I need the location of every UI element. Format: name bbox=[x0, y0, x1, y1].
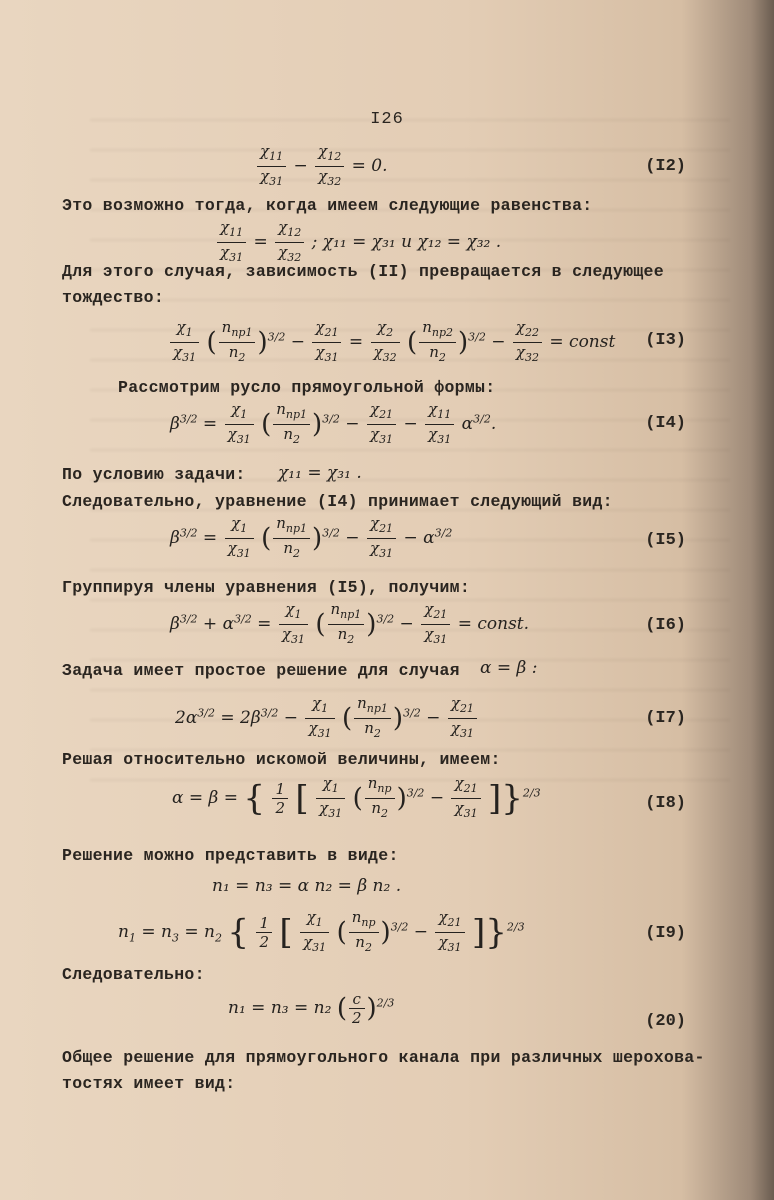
equation-16: $\beta^{3/2} + \alpha^{3/2}$ = $\frac{\chi_1}{\chi_{31}}$ ( $\frac{n_{np1}}{n_2}$ )$^{3/2}$ − $\frac{\chi_{21}}{\chi_{31}}$ = const. bbox=[170, 600, 529, 649]
text-line-8: Задача имеет простое решение для случая bbox=[62, 661, 460, 680]
text-line-13: тостях имеет вид: bbox=[62, 1074, 236, 1093]
equation-equalities-tail: ; χ₁₁ = χ₃₁ и χ₁₂ = χ₃₂ . bbox=[311, 232, 502, 252]
equation-17: $2\alpha^{3/2} = 2\beta^{3/2}$ − $\frac{\chi_1}{\chi_{31}}$ ( $\frac{n_{np1}}{n_2}$ )$^{3/2}$ − $\frac{\chi_{21}}{\chi_{31}}$ bbox=[175, 694, 479, 743]
equation-number-19: (I9) bbox=[645, 924, 686, 943]
equation-number-14: (I4) bbox=[645, 414, 686, 433]
equation-number-17: (I7) bbox=[645, 709, 686, 728]
equation-12-tail: = 0. bbox=[351, 156, 388, 176]
equation-13-tail: = const bbox=[549, 332, 616, 352]
equation-20: n₁ = n₃ = n₂ ( $\frac{c}{2}$ )$^{2/3}$ bbox=[228, 990, 395, 1027]
equation-number-16: (I6) bbox=[645, 616, 686, 635]
text-line-4: Рассмотрим русло прямоугольной формы: bbox=[118, 378, 496, 397]
equation-number-20: (20) bbox=[645, 1012, 686, 1031]
condition-formula: χ₁₁ = χ₃₁ . bbox=[278, 463, 362, 483]
equation-12: $\frac{\chi_{11}}{\chi_{31}}$ − $\frac{\chi_{12}}{\chi_{32}}$ = 0. bbox=[255, 142, 388, 191]
text-line-12: Общее решение для прямоугольного канала при различных шерохова- bbox=[62, 1048, 705, 1067]
text-line-6: Следовательно, уравнение (I4) принимает следующий вид: bbox=[62, 492, 613, 511]
text-line-7: Группируя члены уравнения (I5), получим: bbox=[62, 578, 471, 597]
equation-number-13: (I3) bbox=[645, 331, 686, 350]
text-line-11: Следовательно: bbox=[62, 965, 205, 984]
equation-20-lhs: n₁ = n₃ = n₂ bbox=[228, 998, 332, 1018]
text-line-10: Решение можно представить в виде: bbox=[62, 846, 399, 865]
equation-19: $n_1 = n_3 = n_2$ { $\frac{1}{2}$ [ $\frac{\chi_1}{\chi_{31}}$ ( $\frac{n_{np}}{n_2}$ )$^{3/2}$ − $\frac{\chi_{21}}{\chi_{31}}$ ]}$^{2/3}$ bbox=[118, 908, 525, 957]
equation-18: α = β = { $\frac{1}{2}$ [ $\frac{\chi_1}{\chi_{31}}$ ( $\frac{n_{np}}{n_2}$ )$^{3/2}$ − $\frac{\chi_{21}}{\chi_{31}}$ ]}$^{2/3}$ bbox=[172, 774, 541, 823]
equation-13: $\frac{\chi_1}{\chi_{31}}$ ( $\frac{n_{np1}}{n_2}$ )$^{3/2}$ − $\frac{\chi_{21}}{\chi_{31}}$ = $\frac{\chi_2}{\chi_{32}}$ ( $\frac{n_{np2}}{n_2}$ )$^{3/2}$ − $\frac{\chi_{22}}{\chi_{32}}$ = const bbox=[168, 318, 615, 367]
text-line-9: Решая относительно искомой величины, имеем: bbox=[62, 750, 501, 769]
text-line-3: тождество: bbox=[62, 288, 165, 307]
equation-number-15: (I5) bbox=[645, 531, 686, 550]
equation-number-18: (I8) bbox=[645, 794, 686, 813]
equation-15: $\beta^{3/2}$ = $\frac{\chi_1}{\chi_{31}}$ ( $\frac{n_{np1}}{n_2}$ )$^{3/2}$ − $\frac{\chi_{21}}{\chi_{31}}$ − $\alpha^{3/2}$ bbox=[170, 514, 452, 563]
equation-19-a: n₁ = n₃ = α n₂ = β n₂ . bbox=[212, 876, 402, 896]
equation-number-12: (I2) bbox=[645, 157, 686, 176]
text-line-1: Это возможно тогда, когда имеем следующие равенства: bbox=[62, 196, 593, 215]
equation-equalities: $\frac{\chi_{11}}{\chi_{31}}$ = $\frac{\chi_{12}}{\chi_{32}}$ ; χ₁₁ = χ₃₁ и χ₁₂ = χ₃₂ . bbox=[215, 218, 501, 267]
equation-16-tail: = const. bbox=[457, 614, 530, 634]
case-formula: α = β : bbox=[480, 658, 538, 678]
text-line-2: Для этого случая, зависимость (II) превращается в следующее bbox=[62, 262, 664, 281]
equation-14: $\beta^{3/2}$ = $\frac{\chi_1}{\chi_{31}}$ ( $\frac{n_{np1}}{n_2}$ )$^{3/2}$ − $\frac{\chi_{21}}{\chi_{31}}$ − $\frac{\chi_{11}}{\chi_{31}}$ $\alpha^{3/2}$. bbox=[170, 400, 496, 449]
page-number: I26 bbox=[370, 110, 404, 129]
text-line-5: По условию задачи: bbox=[62, 465, 246, 484]
